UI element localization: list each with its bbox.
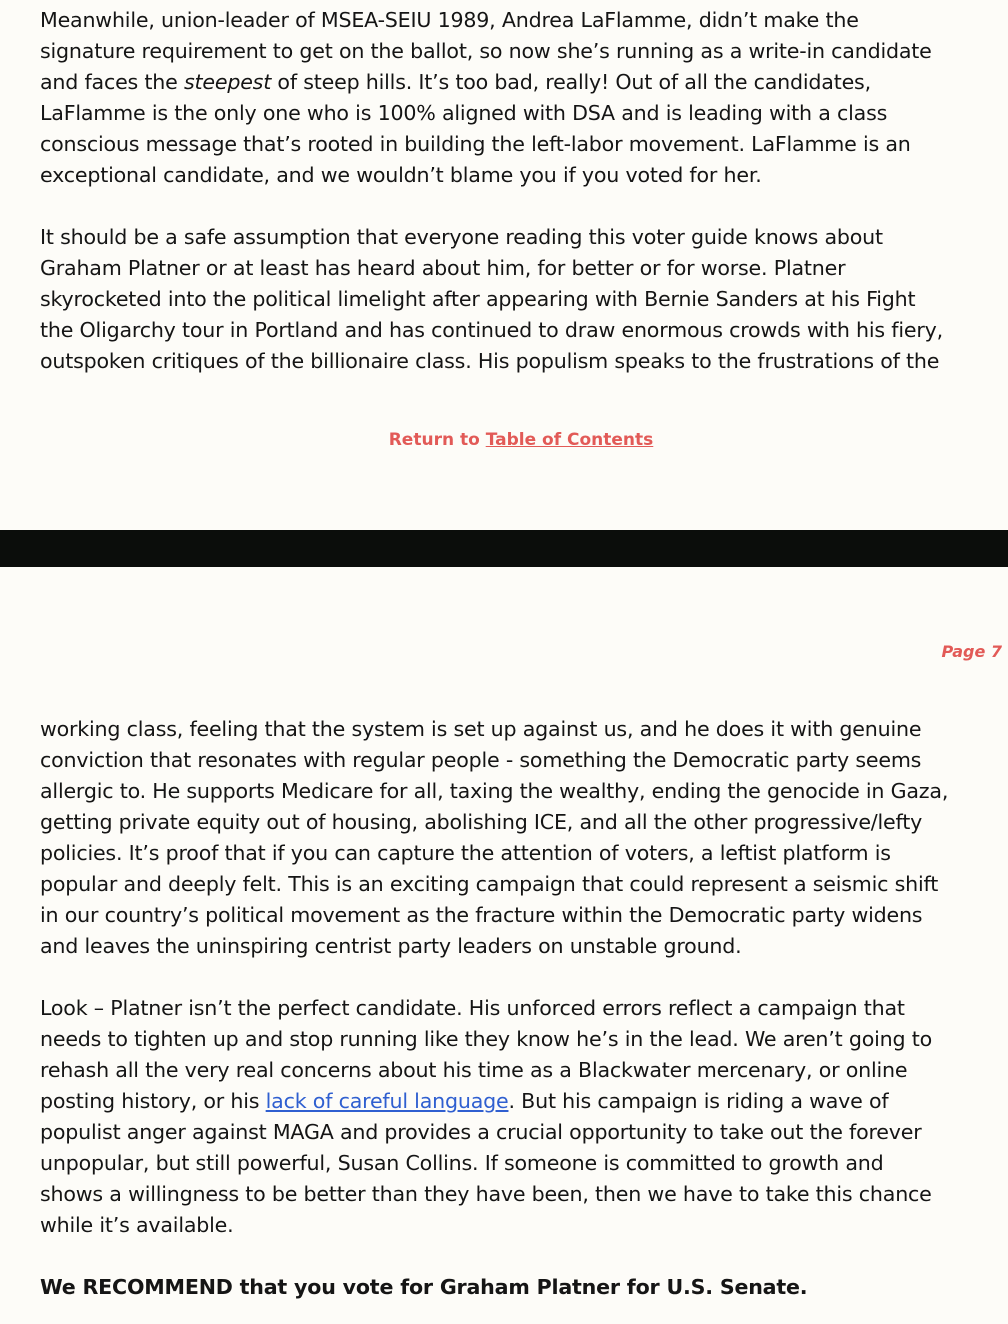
text-line: conscious message that’s rooted in building the left-labor movement. LaFlamme is an	[40, 132, 911, 156]
text-line: policies. It’s proof that if you can capture the attention of voters, a leftist platform is	[40, 841, 891, 865]
paragraph-platner-concerns	[40, 993, 1002, 1241]
text-segment: . But his campaign is riding a wave of	[508, 1089, 889, 1113]
text-line: rehash all the very real concerns about his time as a Blackwater mercenary, or online	[40, 1058, 908, 1082]
text-line: allergic to. He supports Medicare for all, taxing the wealthy, ending the genocide in Gaza,	[40, 779, 949, 803]
text-line: Look – Platner isn’t the perfect candidate. His unforced errors reflect a campaign that	[40, 996, 905, 1020]
page-number: Page 7	[941, 642, 1002, 661]
text-line: working class, feeling that the system is set up against us, and he does it with genuine	[40, 717, 922, 741]
text-line: Meanwhile, union-leader of MSEA-SEIU 1989, Andrea LaFlamme, didn’t make the	[40, 8, 859, 32]
return-prefix: Return to	[388, 430, 486, 450]
text-segment: of steep hills. It’s too bad, really! Out of all the candidates,	[271, 70, 871, 94]
text-line: LaFlamme is the only one who is 100% aligned with DSA and is leading with a class	[40, 101, 888, 125]
text-line: the Oligarchy tour in Portland and has continued to draw enormous crowds with his fiery,	[40, 318, 943, 342]
text-line: while it’s available.	[40, 1213, 234, 1237]
return-to-toc	[0, 430, 1008, 450]
document-page-bottom	[0, 567, 1008, 1324]
text-line: skyrocketed into the political limelight after appearing with Bernie Sanders at his Fight	[40, 287, 916, 311]
recommendation-statement: We RECOMMEND that you vote for Graham Platner for U.S. Senate.	[40, 1275, 808, 1299]
text-line: popular and deeply felt. This is an exciting campaign that could represent a seismic shift	[40, 872, 939, 896]
article-text-top	[40, 5, 1002, 377]
paragraph-laflamme	[40, 5, 1002, 191]
paragraph-platner-policies	[40, 714, 1002, 962]
table-of-contents-link[interactable]: Table of Contents	[485, 430, 654, 450]
emphasis-text: steepest	[183, 70, 272, 94]
paragraph-platner-intro	[40, 222, 1002, 377]
text-line: shows a willingness to be better than they have been, then we have to take this chance	[40, 1182, 932, 1206]
text-line: exceptional candidate, and we wouldn’t blame you if you voted for her.	[40, 163, 762, 187]
text-line	[40, 67, 1002, 98]
text-line: outspoken critiques of the billionaire class. His populism speaks to the frustrations of the	[40, 349, 940, 373]
text-segment: posting history, or his	[40, 1089, 266, 1113]
paragraph-gap	[40, 962, 1002, 993]
text-line: unpopular, but still powerful, Susan Collins. If someone is committed to growth and	[40, 1151, 884, 1175]
text-line: populist anger against MAGA and provides a crucial opportunity to take out the forever	[40, 1120, 922, 1144]
paragraph-gap	[40, 191, 1002, 222]
article-text-bottom	[40, 714, 1002, 1303]
text-line: It should be a safe assumption that everyone reading this voter guide knows about	[40, 225, 883, 249]
text-line: getting private equity out of housing, abolishing ICE, and all the other progressive/lefty	[40, 810, 923, 834]
text-line: in our country’s political movement as the fracture within the Democratic party widens	[40, 903, 923, 927]
text-segment: and faces the	[40, 70, 184, 94]
text-line: Graham Platner or at least has heard about him, for better or for worse. Platner	[40, 256, 846, 280]
paragraph-gap	[40, 1241, 1002, 1272]
text-line	[40, 1086, 1002, 1117]
text-line: needs to tighten up and stop running like they know he’s in the lead. We aren’t going to	[40, 1027, 932, 1051]
text-line: signature requirement to get on the ballot, so now she’s running as a write-in candidate	[40, 39, 932, 63]
document-page-top	[0, 0, 1008, 530]
text-line: and leaves the uninspiring centrist party leaders on unstable ground.	[40, 934, 742, 958]
careful-language-link[interactable]: lack of careful language	[265, 1089, 509, 1113]
page-divider	[0, 530, 1008, 567]
text-line: conviction that resonates with regular people - something the Democratic party seems	[40, 748, 922, 772]
